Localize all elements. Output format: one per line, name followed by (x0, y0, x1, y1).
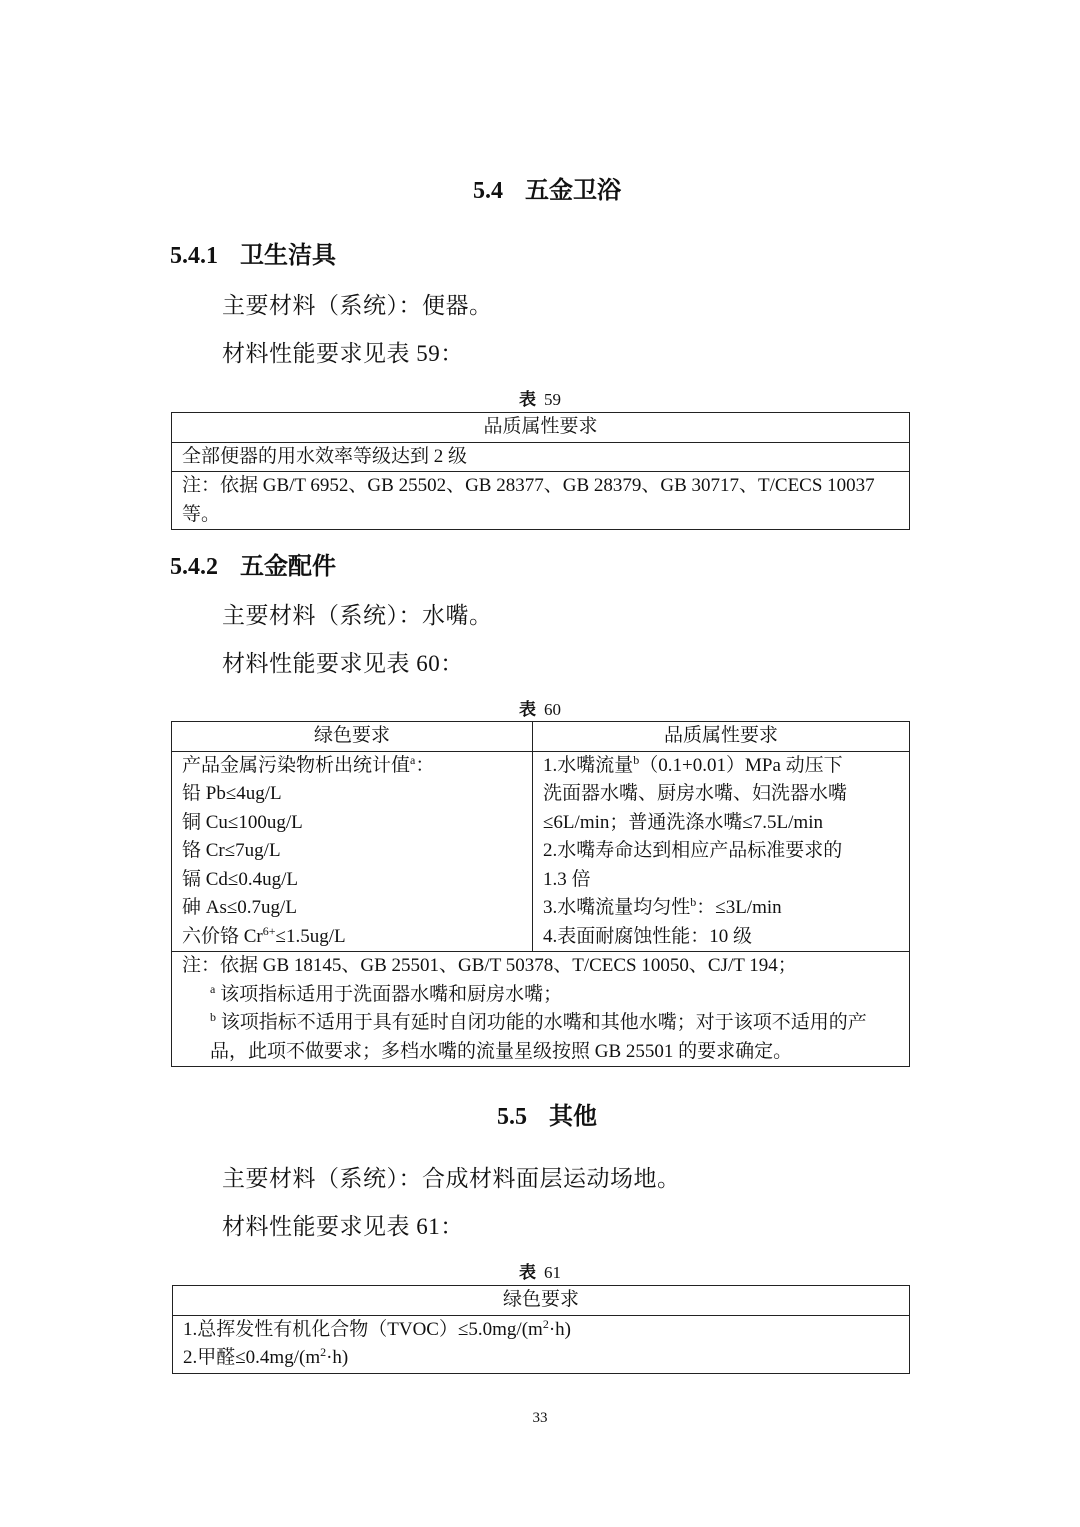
list-item: 六价铬 $Cr^{6+}\le 1.5ug/L$ (182, 923, 346, 947)
section-title: 五金卫浴 (525, 178, 621, 204)
table-header-cell: 品质属性要求 (172, 413, 910, 443)
table-header-cell: 绿色要求 (173, 1286, 910, 1316)
list-item: 产品金属污染物析出统计值$^a$： (182, 752, 435, 776)
main-material-5-5: 主要材料（系统）：合成材料面层运动场地。 (222, 1166, 681, 1191)
main-material-5-4-2: 主要材料（系统）：水嘴。 (222, 603, 493, 628)
table-header-row (172, 413, 910, 443)
list-item: 铅 Pb≤4ug/L (182, 783, 282, 804)
table-61 (172, 1285, 910, 1374)
table-row (172, 751, 910, 952)
section-title: 卫生洁具 (240, 243, 336, 269)
table-header-row (173, 1286, 910, 1316)
list-item: 1.总挥发性有机化合物$(TVOC)\le 5.0mg/(m^2\cdot h)$ (183, 1316, 571, 1340)
table-cell (173, 1315, 910, 1373)
table-note: 注：依据 GB/T 6952、GB 25502、GB 28377、GB 28379、GB 30717、T/CECS 10037 等。 (172, 472, 910, 530)
page-number: 33 (532, 1410, 548, 1426)
section-title: 五金配件 (240, 554, 336, 580)
section-number: 5.4 (473, 178, 503, 204)
section-5-4-1-heading (170, 235, 336, 270)
list-item: ≤6L/min；普通洗涤水嘴≤7.5L/min (543, 811, 823, 833)
list-item: 3.水嘴流量均匀性$^b$：≤3L/min (543, 895, 782, 918)
table-61-caption: 表 61 (519, 1263, 561, 1282)
section-5-5-heading (0, 1096, 1080, 1131)
table-60 (171, 721, 910, 1067)
table-59 (171, 412, 910, 530)
list-item: 2.甲醛$\le 0.4mg/(m^2\cdot h)$ (183, 1345, 349, 1368)
section-number: 5.4.2 (170, 554, 218, 580)
table-row (173, 1315, 910, 1373)
table-row (172, 442, 910, 472)
table-cell-green (172, 751, 533, 952)
table-header-quality: 品质属性要求 (533, 722, 910, 752)
table-ref-59: 材料性能要求见表 59： (222, 341, 464, 366)
list-item: 砷 As≤0.7ug/L (182, 897, 297, 918)
table-cell-quality (533, 751, 910, 952)
list-item: 1.水嘴流量$^b$（0.1+0.01）MPa 动压下 (543, 752, 843, 776)
table-ref-60: 材料性能要求见表 60： (222, 651, 464, 676)
table-ref-61: 材料性能要求见表 61： (222, 1214, 464, 1239)
main-material-5-4-1: 主要材料（系统）：便器。 (222, 293, 493, 318)
table-header-row (172, 722, 910, 752)
section-number: 5.4.1 (170, 243, 218, 269)
list-item: 1.3 倍 (543, 868, 591, 890)
list-item: 2.水嘴寿命达到相应产品标准要求的 (543, 840, 843, 861)
section-5-4-heading (0, 170, 1080, 205)
section-title: 其他 (549, 1104, 597, 1130)
table-note-row (172, 952, 910, 1067)
list-item: 洗面器水嘴、厨房水嘴、妇洗器水嘴 (543, 783, 848, 804)
section-number: 5.5 (497, 1104, 527, 1130)
section-5-4-2-heading (170, 546, 336, 581)
table-note: 注：依据 GB 18145、GB 25501、GB/T 50378、T/CECS 10050、CJ/T 194； $^a$ 该项指标适用于洗面器水嘴和厨房水嘴； $^b$ 该项指标不适用于具有延时自闭功能的水嘴和其他水嘴；对于该项不适用的产品，此项不做要求；多档水嘴的流量星级按照 GB 25501 的要求确定。 (172, 952, 910, 1067)
table-59-caption: 表 59 (519, 390, 561, 409)
list-item: 铬 Cr≤7ug/L (182, 840, 281, 861)
list-item: 镉 Cd≤0.4ug/L (182, 868, 298, 890)
list-item: 4.表面耐腐蚀性能：10 级 (543, 925, 753, 947)
table-note-row (172, 472, 910, 530)
table-60-caption: 表 60 (519, 700, 561, 719)
table-cell: 全部便器的用水效率等级达到 2 级 (172, 442, 910, 472)
list-item: 铜 Cu≤100ug/L (182, 811, 303, 833)
table-header-green: 绿色要求 (172, 722, 533, 752)
